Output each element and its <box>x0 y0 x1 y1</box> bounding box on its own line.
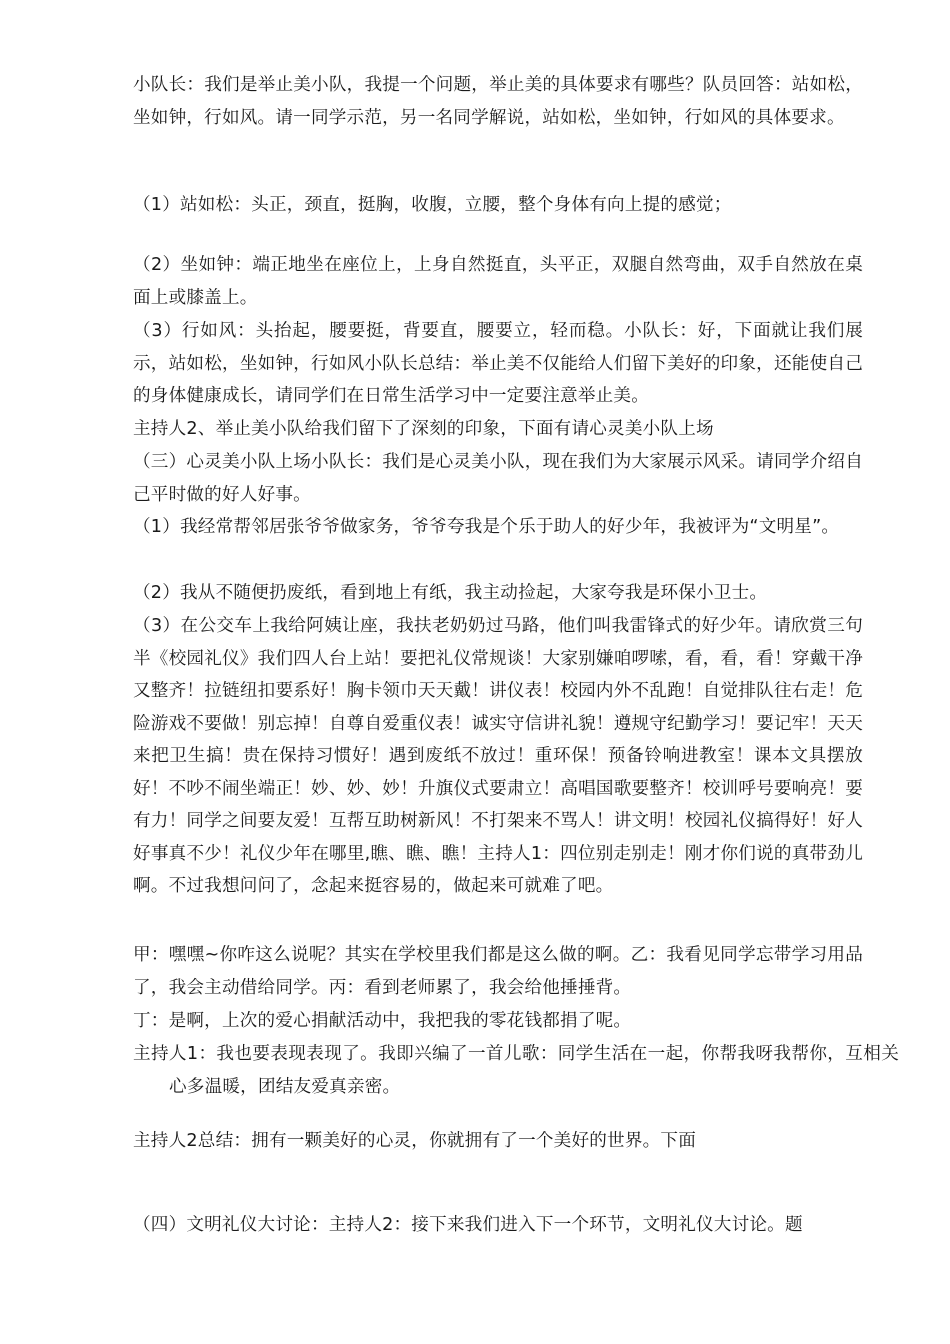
paragraph-deed-1: （1）我经常帮邻居张爷爷做家务，爷爷夸我是个乐于助人的好少年，我被评为“文明星”。 <box>133 517 840 537</box>
paragraph-item-1: （1）站如松：头正，颈直，挺胸，收腹，立腰，整个身体有向上提的感觉； <box>133 195 732 215</box>
paragraph-intro: 小队长：我们是举止美小队，我提一个问题，举止美的具体要求有哪些？队员回答：站如松，坐如钟，行如风。请一同学示范，另一名同学解说，站如松，坐如钟，行如风的具体要求。 <box>133 75 863 128</box>
paragraph-section-4: （四）文明礼仪大讨论：主持人2：接下来我们进入下一个环节，文明礼仪大讨论。题 <box>133 1215 803 1235</box>
paragraph-host-1-song: 主持人1：我也要表现表现了。我即兴编了一首儿歌：同学生活在一起，你帮我呀我帮你，互相关心多温暖，团结友爱真亲密。 <box>133 1044 899 1097</box>
paragraph-section-3: （三）心灵美小队上场小队长：我们是心灵美小队，现在我们为大家展示风采。请同学介绍自己平时做的好人好事。 <box>133 452 863 505</box>
paragraph-host-2-summary: 主持人2总结：拥有一颗美好的心灵，你就拥有了一个美好的世界。下面 <box>133 1131 697 1151</box>
paragraph-deed-2: （2）我从不随便扔废纸，看到地上有纸，我主动捡起，大家夸我是环保小卫士。 <box>133 583 768 603</box>
paragraph-host-2: 主持人2、举止美小队给我们留下了深刻的印象，下面有请心灵美小队上场 <box>133 419 714 439</box>
paragraph-dialogue-ding: 丁：是啊，上次的爱心捐献活动中，我把我的零花钱都捐了呢。 <box>133 1011 632 1031</box>
paragraph-dialogue-jia: 甲：嘿嘿~你咋这么说呢？其实在学校里我们都是这么做的啊。乙：我看见同学忘带学习用品了，我会主动借给同学。丙：看到老师累了，我会给他捶捶背。 <box>133 945 863 998</box>
paragraph-item-2: （2）坐如钟：端正地坐在座位上，上身自然挺直，头平正，双腿自然弯曲，双手自然放在桌面上或膝盖上。 <box>133 255 863 308</box>
paragraph-item-3: （3）行如风：头抬起，腰要挺，背要直，腰要立，轻而稳。小队长：好，下面就让我们展示，站如松，坐如钟，行如风小队长总结：举止美不仅能给人们留下美好的印象，还能使自己的身体健康成长，请同学们在日常生活学习中一定要注意举止美。 <box>133 321 863 406</box>
paragraph-deed-3: （3）在公交车上我给阿姨让座，我扶老奶奶过马路，他们叫我雷锋式的好少年。请欣赏三句半《校园礼仪》我们四人台上站！要把礼仪常规谈！大家别嫌咱啰嗦，看，看，看！穿戴干净又整齐！拉链纽扣要系好！胸卡领巾天天戴！讲仪表！校园内外不乱跑！自觉排队往右走！危险游戏不要做！别忘掉！自尊自爱重仪表！诚实守信讲礼貌！遵规守纪勤学习！要记牢！天天来把卫生搞！贵在保持习惯好！遇到废纸不放过！重环保！预备铃响进教室！课本文具摆放好！不吵不闹坐端正！妙、妙、妙！升旗仪式要肃立！高唱国歌要整齐！校训呼号要响亮！要有力！同学之间要友爱！互帮互助树新风！不打架来不骂人！讲文明！校园礼仪搞得好！好人好事真不少！礼仪少年在哪里,瞧、瞧、瞧！主持人1：四位别走别走！刚才你们说的真带劲儿啊。不过我想问问了，念起来挺容易的，做起来可就难了吧。 <box>133 616 863 896</box>
